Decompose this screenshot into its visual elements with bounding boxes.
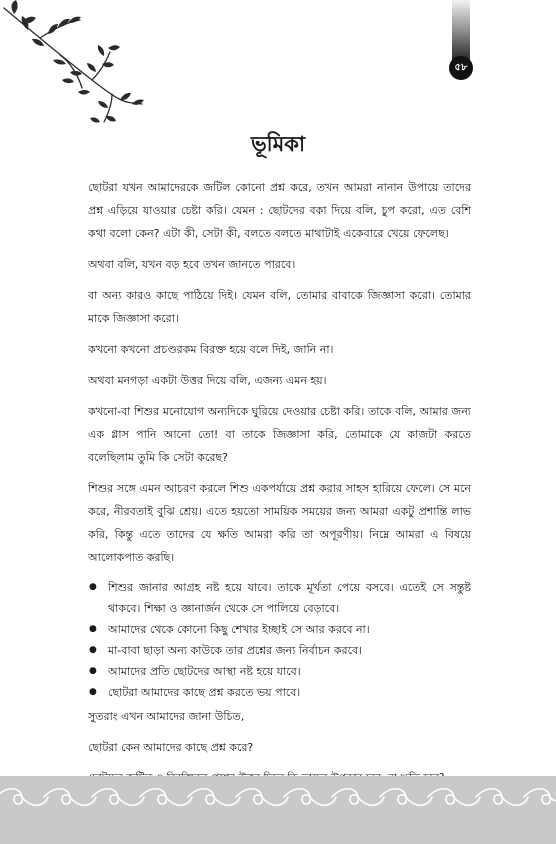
list-item: ● আমাদের প্রতি ছোটদের আস্থা নষ্ট হয়ে যাবে।: [88, 661, 471, 682]
page-tab-decoration: [452, 0, 470, 60]
paragraph: শিশুর সঙ্গে এমন আচরণ করলে শিশু একপর্যায়ে প্রশ্ন করার সাহস হারিয়ে ফেলে। সে মনে করে, নীরবতাই বুঝি শ্রেয়। এতে হয়তো সাময়িক সময়ের জন্য আমরা একটু প্রশান্তি লাভ করি, কিন্তু এতে তাদের যে ক্ষতি আমরা করি তা অপূরণীয়। নিম্নে আমরা এ বিষয়ে আলোকপাত করছি।: [88, 482, 471, 564]
page-title: ভূমিকা: [250, 132, 306, 156]
footer-band: [0, 776, 556, 844]
question-line: ছোটরা কেন আমাদের কাছে প্রশ্ন করে?: [88, 741, 254, 754]
scroll-ornament: [0, 784, 556, 810]
list-item: ● মা-বাবা ছাড়া অন্য কাউকে তার প্রশ্নের জন্য নির্বাচন করবে।: [88, 640, 471, 661]
list-item: ● ছোটরা আমাদের কাছে প্রশ্ন করতে ভয় পাবে।: [88, 682, 471, 703]
main-content: [88, 176, 471, 790]
paragraph: অথবা মনগড়া একটা উত্তর দিয়ে বলি, এজন্য এমন হয়।: [88, 374, 327, 387]
paragraph: বা অন্য কারও কাছে পাঠিয়ে দিই। যেমন বলি, তোমার বাবাকে জিজ্ঞাসা করো। তোমার মাকে জিজ্ঞাসা করো।: [88, 289, 471, 325]
paragraph: অথবা বলি, যখন বড় হবে তখন জানতে পারবে।: [88, 258, 296, 271]
paragraph: ছোটরা যখন আমাদেরকে জটিল কোনো প্রশ্ন করে, তখন আমরা নানান উপায়ে তাদের প্রশ্ন এড়িয়ে যাওয়ার চেষ্টা করি। যেমন : ছোটদের বকা দিয়ে বলি, চুপ করো, এত বেশি কথা বলো কেন? এটা কী, সেটা কী, বলতে বলতে মাথাটাই একেবারে খেয়ে ফেলেছ।: [88, 181, 471, 240]
page-number-badge: ৫৮: [449, 56, 473, 80]
list-item: ● আমাদের থেকে কোনো কিছু শেখার ইচ্ছাই সে আর করবে না।: [88, 619, 471, 640]
paragraph: কখনো কখনো প্রচণ্ডরকম বিরক্ত হয়ে বলে দিই, জানি না।: [88, 343, 334, 356]
branch-illustration: [0, 0, 150, 130]
paragraph: সুতরাং এখন আমাদের জানা উচিত,: [88, 710, 245, 723]
list-item: ● শিশুর জানার আগ্রহ নষ্ট হয়ে যাবে। তাকে মূর্খতা পেয়ে বসবে। এতেই সে সন্তুষ্ট থাকবে। শিক্ষা ও জ্ঞানার্জন থেকে সে পালিয়ে বেড়াবে।: [88, 577, 471, 619]
paragraph: কখনো-বা শিশুর মনোযোগ অন্যদিকে ঘুরিয়ে দেওয়ার চেষ্টা করি। তাকে বলি, আমার জন্য এক গ্লাস পানি আনো তো! বা তাকে জিজ্ঞাসা করি, তোমাকে যে কাজটা করতে বলেছিলাম তুমি কি সেটা করেছ?: [88, 405, 471, 464]
consequence-list: [88, 577, 471, 703]
